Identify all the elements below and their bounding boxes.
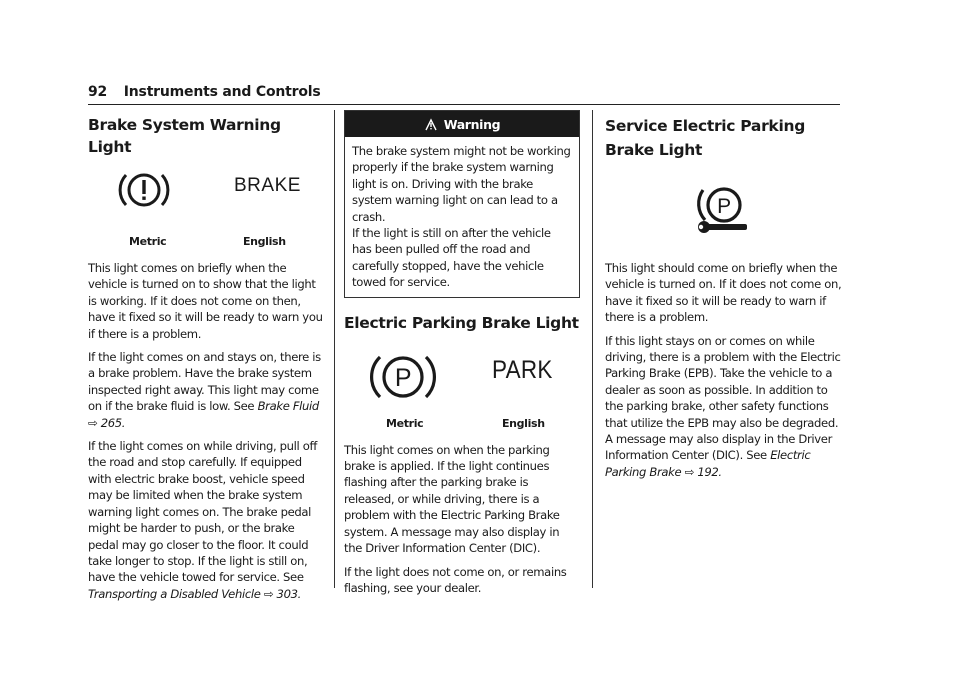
icon-row (605, 162, 845, 254)
icon-captions (88, 228, 324, 260)
caption-metric: Metric (386, 416, 424, 430)
page-reference[interactable]: ⇨ 265. (88, 415, 126, 430)
paragraph: This light should come on briefly when the vehicle is turned on. If it does not come on, have it fixed so it will be ready to warn if there is a problem. (605, 261, 842, 325)
parking-brake-icon (370, 352, 436, 402)
icon-captions (344, 410, 580, 442)
cross-reference-link[interactable]: Transporting a Disabled Vehicle (88, 586, 261, 601)
warning-box (344, 110, 580, 298)
brake-warning-icon (118, 170, 170, 210)
warning-title: Warning (443, 117, 501, 132)
electric-parking-brake-section (344, 110, 580, 603)
warning-triangle-icon (424, 118, 438, 132)
page-reference[interactable]: ⇨ 303. (263, 586, 301, 601)
paragraph: This light comes on briefly when the vehicle is turned on to show that the light is working. If it does not come on then, have it fixed so it will be ready to warn you if there is a problem. (88, 261, 323, 341)
svg-text:P: P (717, 195, 731, 218)
page-header (88, 84, 840, 105)
icon-row (344, 334, 580, 410)
warning-header (345, 111, 579, 137)
service-parking-brake-icon (695, 184, 751, 236)
brake-english-icon: BRAKE (234, 175, 301, 196)
paragraph: A message may also display in the Driver Information Center (DIC). See Electric Parking Brake ⇨ 192. (605, 432, 832, 479)
icon-row (88, 158, 324, 228)
caption-metric: Metric (129, 235, 167, 248)
paragraph: This light comes on when the parking brake is applied. If the light continues flashing after the parking brake is released, or while driving, there is a problem with the Electric Parking Brake system. A message may also display in the Driver Information Center (DIC). (344, 442, 560, 556)
page-reference[interactable]: ⇨ 192. (684, 464, 722, 479)
paragraph: If the light does not come on, or remains flashing, see your dealer. (344, 564, 567, 595)
warning-body: The brake system might not be working properly if the brake system warning light is on. Driving with the brake system warning light on can lead to a crash. If the light is still on after the vehicle has been pulled off the road and carefully stopped, have the vehicle towed for service. (352, 144, 571, 290)
paragraph: If the light comes on and stays on, there is a brake problem. Have the brake system inspected right away. This light may come on if the brake fluid is low. See Brake Fluid ⇨ 265. (88, 350, 321, 430)
section-heading: Electric Parking Brake Light (344, 313, 579, 332)
brake-system-warning-section (88, 110, 324, 609)
section-title: Instruments and Controls (123, 84, 321, 100)
svg-text:P: P (394, 363, 412, 392)
column-divider (592, 110, 593, 588)
cross-reference-link[interactable]: Electric Parking Brake (605, 448, 811, 479)
section-heading: Service Electric Parking Brake Light (605, 117, 805, 159)
paragraph: If the light comes on while driving, pull off the road and stop carefully. If equipped with electric brake boost, vehicle speed may be limited when the brake system warning light comes on. The brake pedal might be harder to push, or the brake pedal may go closer to the floor. It could take longer to stop. If the light is still on, have the vehicle towed for service. See Transporting a Disabled Vehicle ⇨ 303. (88, 439, 317, 601)
caption-english: English (502, 416, 545, 430)
service-electric-parking-brake-section (605, 110, 845, 487)
section-heading: Brake System Warning Light (88, 116, 281, 156)
column-divider (334, 110, 335, 588)
paragraph: If this light stays on or comes on while driving, there is a problem with the Electric Parking Brake (EPB). Take the vehicle to a dealer as soon as possible. In addition to the parking brake, other safety functions that utilize the EPB may also be degraded. (605, 333, 841, 430)
park-english-icon: PARK (492, 355, 553, 384)
caption-english: English (243, 235, 286, 248)
page-number: 92 (88, 84, 108, 100)
cross-reference-link[interactable]: Brake Fluid (257, 399, 319, 414)
